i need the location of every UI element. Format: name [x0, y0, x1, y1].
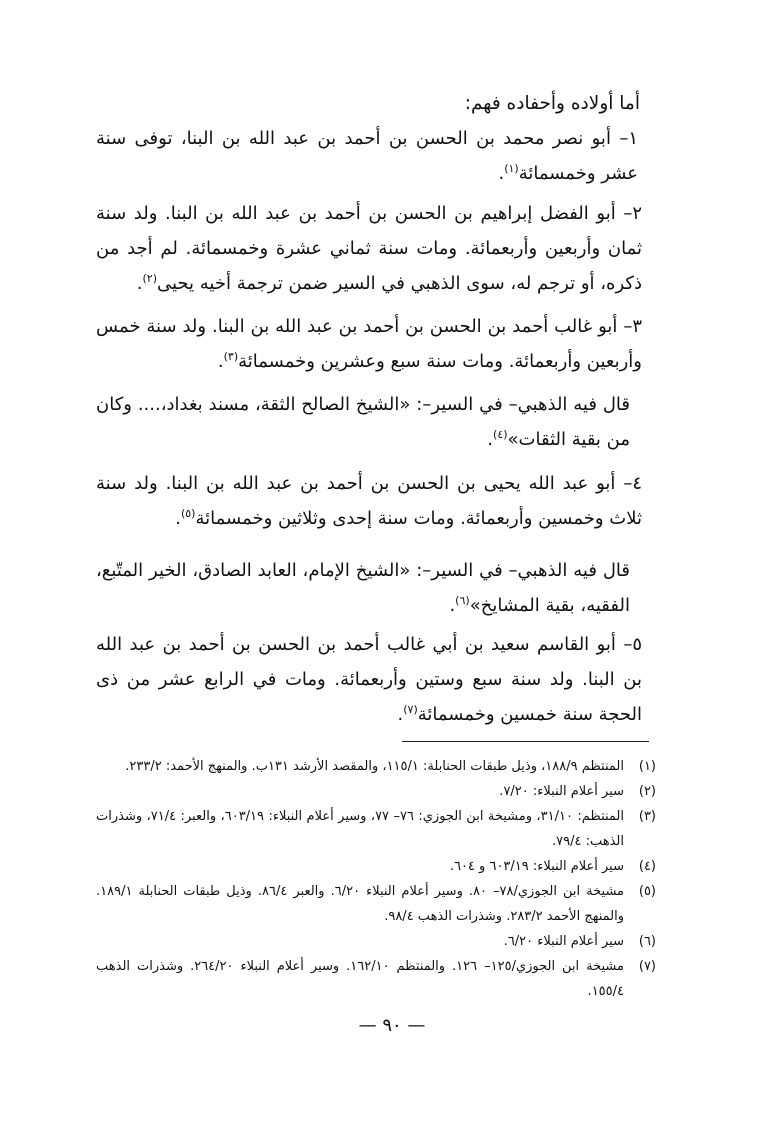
footnote-3-text: المنتظم: ٣١/١٠، ومشيخة ابن الجوزي: ٧٦– ٧٧، وسير أعلام النبلاء: ٦٠٣/١٩، والعبر: ٧١/٤، وشذرات الذهب: ٧٩/٤.: [96, 809, 624, 849]
entry-2: [96, 196, 642, 301]
entry-5-end: .: [397, 704, 404, 725]
footnote-7-number: (٧): [638, 959, 656, 974]
section-heading: أما أولاده وأحفاده فهم:: [464, 93, 640, 114]
footnote-6-number: (٦): [638, 934, 656, 949]
quote-2: [96, 553, 630, 623]
entry-3: [96, 309, 642, 379]
footnote-5: [96, 879, 656, 929]
footnote-divider: [402, 741, 649, 742]
footnote-2-number: (٢): [638, 784, 656, 799]
footnote-ref-3[interactable]: (٣): [223, 350, 239, 363]
entry-2-text: ٢– أبو الفضل إبراهيم بن الحسن بن أحمد بن عبد الله بن البنا. ولد سنة ثمان وأربعين وأربعمائة. ومات سنة ثماني عشرة وخمسمائة. لم أجد من ذكره، أو ترجم له، سوى الذهبي في السير ضمن ترجمة أخيه يحيى: [96, 203, 642, 294]
footnote-6-text: سير أعلام النبلاء ٦/٢٠.: [503, 934, 624, 949]
footnote-4-text: سير أعلام النبلاء: ٦٠٣/١٩ و ٦٠٤.: [449, 859, 624, 874]
quote-1: [96, 387, 630, 457]
entry-5: [96, 627, 642, 732]
footnote-2: [96, 779, 656, 804]
footnote-5-text: مشيخة ابن الجوزي/٧٨– ٨٠. وسير أعلام النبلاء ٦/٢٠. والعبر ٨٦/٤. وذيل طبقات الحنابلة ١٨٩/١. والمنهج الأحمد ٢٨٣/٢. وشذرات الذهب ٩٨/٤.: [96, 884, 625, 924]
quote-1-end: .: [487, 429, 494, 450]
footnote-3: [96, 804, 656, 854]
entry-2-end: .: [136, 273, 143, 294]
footnote-7-text: مشيخة ابن الجوزي/١٢٥– ١٢٦. والمنتظم ١٦٢/١٠. وسير أعلام النبلاء ٢٦٤/٢٠. وشذرات الذهب ١٥٥/٤.: [96, 959, 624, 999]
footnote-1: [96, 754, 656, 779]
footnote-2-text: سير أعلام النبلاء: ٧/٢٠.: [499, 784, 624, 799]
entry-4-end: .: [175, 508, 181, 529]
entry-4: [96, 466, 642, 536]
entry-3-text: ٣– أبو غالب أحمد بن الحسن بن أحمد بن عبد الله بن البنا. ولد سنة خمس وأربعين وأربعمائة. ومات سنة سبع وعشرين وخمسمائة: [96, 316, 642, 372]
footnote-5-number: (٥): [638, 884, 656, 899]
entry-1: [96, 121, 638, 191]
footnote-4: [96, 854, 656, 879]
footnote-1-number: (١): [638, 759, 656, 774]
footnote-ref-1[interactable]: (١): [504, 162, 519, 175]
quote-2-text: قال فيه الذهبي– في السير–: «الشيخ الإمام، العابد الصادق، الخير المتّبع، الفقيه، بقية المشايخ»: [96, 560, 630, 616]
quote-1-text: قال فيه الذهبي– في السير–: «الشيخ الصالح الثقة، مسند بغداد،.... وكان من بقية الثقات»: [96, 394, 630, 450]
footnote-ref-7[interactable]: (٧): [403, 703, 418, 716]
page-number: — ٩٠ —: [358, 1015, 426, 1036]
footnote-6: [96, 929, 656, 954]
footnote-ref-2[interactable]: (٢): [142, 272, 157, 285]
entry-3-end: .: [217, 351, 224, 372]
quote-2-end: .: [449, 595, 456, 616]
footnote-4-number: (٤): [638, 859, 656, 874]
entry-1-end: .: [498, 163, 505, 184]
footnote-3-number: (٣): [638, 809, 656, 824]
footnote-7: [96, 954, 656, 1004]
footnote-ref-4[interactable]: (٤): [493, 428, 508, 441]
entry-1-text: ١– أبو نصر محمد بن الحسن بن أحمد بن عبد الله بن البنا، توفى سنة عشر وخمسمائة: [96, 128, 638, 184]
entry-5-text: ٥– أبو القاسم سعيد بن أبي غالب أحمد بن الحسن بن أحمد بن عبد الله بن البنا. ولد سنة سبع وستين وأربعمائة. ومات في الرابع عشر من ذى الحجة سنة خمسين وخمسمائة: [96, 634, 642, 725]
footnote-ref-5[interactable]: (٥): [180, 507, 196, 520]
footnote-ref-6[interactable]: (٦): [455, 594, 470, 607]
entry-4-text: ٤– أبو عبد الله يحيى بن الحسن بن أحمد بن عبد الله بن البنا. ولد سنة ثلاث وخمسين وأربعمائة. ومات سنة إحدى وثلاثين وخمسمائة: [96, 473, 642, 529]
footnote-1-text: المنتظم ١٨٨/٩، وذيل طبقات الحنابلة: ١١٥/١، والمقصد الأرشد ١٣١ب. والمنهج الأحمد: ٢٣٣/٢.: [125, 759, 624, 774]
footnotes: [96, 754, 656, 1004]
